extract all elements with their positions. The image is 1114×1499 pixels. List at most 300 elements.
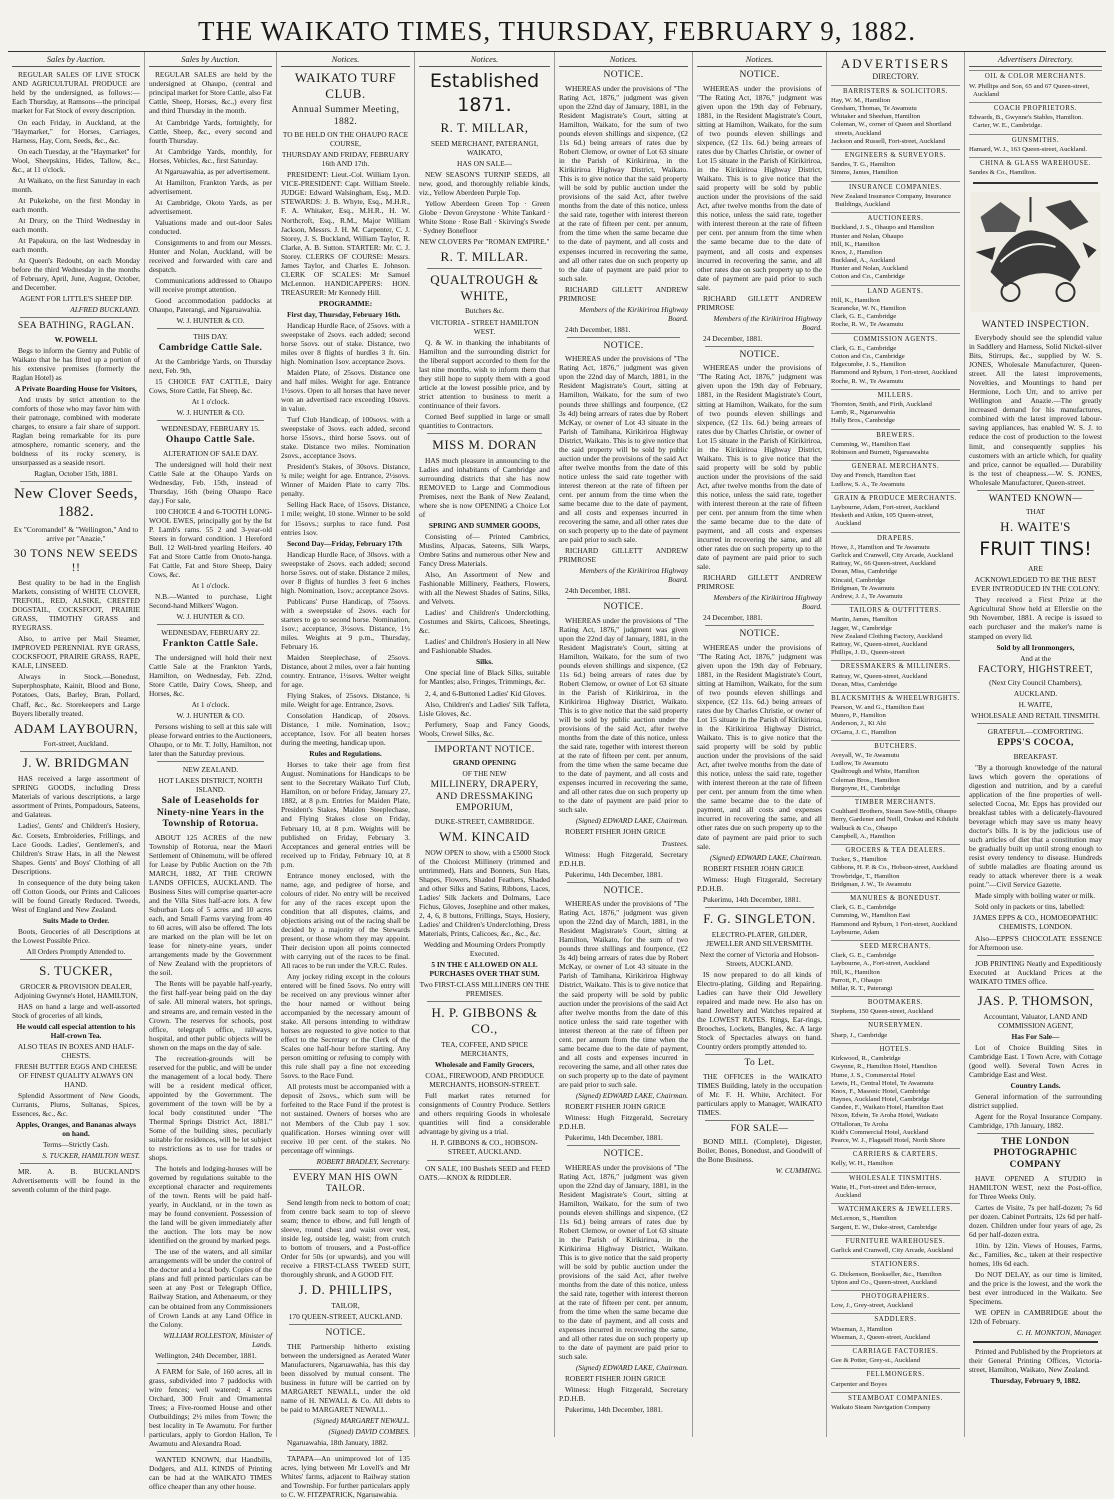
directory-item: Hume, J. S., Commercial Hotel [831,1071,915,1079]
ad-subheading: GRAND OPENING [452,758,517,768]
ad-text: Always in Stock.—Bonedust, Superphosphate, Kainit, Blood and Bone, Potatoes, Oats, Barley, Bran, Pollard, Chaff, &c., &c. Storekeepers and Large Buyers liberally treated. [12,672,140,718]
ad-text: Ladies' and Children's Underclothing, Costumes and Skirts, Calicoes, Sheetings, &c. [419,608,550,636]
ad-heading: Frankton Cattle Sale. [162,639,259,650]
ad-text: The use of the waters, and all similar arrangements will be under the control of the doctor and a local body. Copies of the plans and full printed particulars can be seen at any Post or Telegraph Office, Railway Station, and Athenaeum, or they can be obtained from any Commissioners of Crown Lands at any Land Office in the Colony. [149,1247,272,1329]
directory-item: Roche, R. W., Te Awamutu [831,321,904,329]
ad-signature: C. H. MONKTON, Manager. [1016,1328,1102,1338]
ad-signature: RICHARD GILLETT ANDREW PRIMROSE [697,573,822,592]
columns-container [8,52,1106,1499]
ad-signature: (Signed) MARGARET NEWALL. [313,1415,410,1425]
directory-item: Lewis, H., Central Hotel, Te Awamutu [831,1079,934,1087]
ad-text: First day, Thursday, February 16th. [287,309,401,319]
ad-text: 2, 4, and 6-Buttoned Ladies' Kid Gloves. [425,688,546,698]
directory-section-heading: ENGINEERS & SURVEYORS. [831,149,960,160]
ad-subheading: Butchers &c. [465,306,504,316]
ad-text: Perfumery, Soap and Fancy Goods, Wools, Crewel Silks, &c. [419,719,550,738]
ad-text: One special line of Black Silks, suitable for Mantles; also, Fringes, Trimmings, &c. [419,668,550,687]
directory-item: Jagger, W., Cambridge [831,624,892,632]
ad-text: General information of the surrounding district supplied. [969,1091,1102,1110]
ad-text: NEW SEASON'S TURNIP SEEDS, all new, good, and thoroughly reliable kinds, viz., Yellow Aberdeen Purple Top. [419,169,550,197]
directory-item: Millar, R. T., Paterangi [831,984,893,992]
directory-item: Thornton, Smith, and Firth, Auckland [831,401,932,409]
ad-name: MISS M. DORAN [432,436,537,452]
ad-text: Apples, Oranges, and Bananas always on hand. [16,1120,136,1139]
ad-signature: W. J. HUNTER & CO. [176,710,245,720]
ad-heading: Sale of Leaseholds for Ninety-nine Years in the Township of Rotorua. [156,796,265,830]
tailor-ad [281,1173,410,1321]
ad-text: Full market rates returned for consignments of Country Produce. Settlers and others requiring Goods in wholesale quantities will find a considerable advantage by giving us a trial. [419,1091,550,1137]
ad-text: Maiden Steeplechase, of 25sovs. Distance, about 2 miles, over a fair hunting country. Entrance, 1½sovs. Welter weight for age. [281,652,410,690]
ad-heading: Cambridge Cattle Sale. [158,343,263,354]
ad-text: THIS DAY. [193,332,228,342]
directory-item: Hill, K., Hamilton [831,240,880,248]
ad-heading: FRUIT TINS! [979,538,1092,561]
directory-section-heading: MANURES & BONEDUST. [831,892,960,903]
ad-signature: H. P. GIBBONS & CO., HOBSON-STREET, AUCKLAND. [431,1138,538,1157]
bridgman-ad [12,755,140,955]
ad-text: Flying Stakes, of 25sovs. Distance, ¾ mile. Weight for age. Entrance, 2sovs. [281,691,410,710]
ad-name: H. P. GIBBONS & CO., [431,1005,538,1037]
ad-text: "By a thorough knowledge of the natural laws which govern the operations of digestion and nutrition, and by a careful application of the fine properties of well-selected Cocoa, Mr. Epps has provided our breakfast tables with a delicately-flavoured beverage which may save us many heavy doctor's bills. It is by the judicious use of such articles of diet that a constitution may be gradually built up until strong enough to resist every tendency to disease. Hundreds of subtle maladies are floating around us ready to attack wherever there is a weak point."—Civil Service Gazette. [969,762,1102,890]
ad-text: Members of the Kirikiriroa Highway Board. [579,304,688,323]
ad-text: ABOUT 125 ACRES of the new Township of Rotorua, near the Maori Settlement of Ohinemutu, will be offered for Lease by Public Auction on the 7th MARCH, 1882, AT THE CROWN LANDS OFFICES, AUCKLAND. The Business Sites will comprise quarter-acre and the Villa Sites half-acre lots. A few Suburban Lots of 5 acres and 10 acres each, and Small Farms varying from 40 to 60 acres, will also be offered. The lots are marked on the plan will be let on lease for ninety-nine years, under arrangements made by the Government of New Zealand with the proprietors of the soil. [149,832,272,978]
directory-section-heading: COACH PROPRIETORS. [969,102,1102,113]
ad-subheading: Has For Sale— [1011,1031,1060,1041]
directory-section-heading: BREWERS. [831,429,960,440]
ad-text: N.B.—Wanted to purchase, Light Second-hand Milkers' Wagon. [149,592,272,611]
ad-date: 24th December, 1881. [565,324,631,334]
directory-item: Clark, G. E., Cambridge [831,313,897,321]
ad-heading: NOTICE. [603,602,644,613]
directory-item: Ludlow, S. A., Te Awamutu [831,480,905,488]
directory-section-heading: GUNSMITHS. [969,134,1102,145]
directory-item: Campbell, A., Hamilton [831,832,896,840]
millar-seed-ad [419,70,550,264]
ad-text: Q. & W. in thanking the inhabitants of Hamilton and the surrounding district for the liberal support accorded to them for the last nine months, wish to inform them that they still hope to supply them with a good article at the lowest possible price, and by strict attention to business to merit a continuance of their favors. [419,337,550,410]
ad-text: At Pukekohe, on the first Monday in each month. [12,195,140,214]
ad-text: Terms—Strictly Cash. [43,1140,109,1150]
directory-item: Hill, K., Hamilton [831,968,880,976]
ad-text: Best quality to be had in the English Markets, consisting of WHITE CLOVER, TREFOIL, RED, ALSIKE, CRESTED DOGSTAIL, COCKSFOOT, PRAIRIE GRASS, TIMOTHY GRASS and RYEGRASS. [12,578,140,633]
ad-subheading: A Private Boarding House for Visitors, [15,383,137,393]
directory-item: Rattray, W., Queen-street, Auckland [831,640,928,648]
directory-item: Clark, G. E., Cambridge [831,904,897,912]
imprint [969,1347,1102,1385]
directory-item: Rattray, W., Queen-street, Auckland [831,672,928,680]
ad-text: Also, An Assortment of New and Fashionable Millinery, Feathers, Flowers, with all the Newest Shades of Satins, Silks, and Velvets. [419,570,550,607]
ad-date: 24 December, 1881. [703,333,763,343]
job-printing-ad [969,959,1102,986]
ad-text: GRATEFUL—COMFORTING. [987,727,1084,737]
ad-text: Witness: Hugh Fitzgerald, Secretary P.D.H.B. [559,1385,688,1404]
directory-item: Sandes, T. G., Hamilton [831,161,896,169]
gibbons-ad [419,1005,550,1156]
directory-item: Hunter and Nolan, Auckland [831,265,908,273]
ad-text: PRESIDENT: Lieut.-Col. William Lyon. VICE-PRESIDENT: Capt. William Steele. JUDGE: Edward Walsingham, Esq., M.D. STEWARDS: J. B. Whyte, Esq., M.H.R., F. A. Whitaker, Esq., M.H.R., H. W. Northcroft, Esq., R.M., Major William Jackson, Messrs. J. H. M. Carpenter, C. J. Storey, J. S. Buckland, William Taylor, R. Clarke, A. B. Sutton. STARTER: Mr. C. J. Storey. CLERKS OF COURSE: Messrs. James Taylor, and Charles E. Johnson. CLERK OF SCALES: Mr Samuel McLennon. HANDICAPPERS: HON. TREASURER: Mr Kennedy Hill. [281,170,410,297]
directory-item: Laybourne, Adam [831,928,880,936]
directory-section-heading: TAILORS & OUTFITTERS. [831,604,960,615]
ad-text: AGENT FOR LITTLE'S SHEEP DIP. [19,294,133,304]
ad-text: At Queen's Redoubt, on each Monday before the third Wednesday in the months of February, April, June, August, October, and December. [12,255,140,293]
ad-heading: NOTICE. [739,349,780,360]
ad-signature: H. WAITE, [1018,700,1053,710]
directory-item: Buckland, A., Auckland [831,257,896,265]
directory-item: Tucker, S., Hamilton [831,856,887,864]
ad-text: Communications addressed to Ohaupo will receive prompt attention. [149,276,272,295]
directory-item: Bridgman, Te Awamutu [831,584,895,592]
directory-section-heading: HOTELS. [831,1043,960,1054]
ad-text: Witness: Hugh Fitzgerald, Secretary P.D.H.B. [697,874,822,893]
ad-heading: EVERY MAN HIS OWN TAILOR. [293,1172,398,1195]
directory-item: Edgecumbe, J. S., Hamilton [831,361,906,369]
directory-item: Buckland, J. S., Ohaupo and Hamilton [831,224,935,232]
ad-text: The undersigned will hold their next Cattle Sale at the Ohaupo Yards on Wednesday, Feb. 15th, instead of Thursday, 16th (being Ohaupo Race day.) For sale, [149,459,272,505]
ad-text: Handicap Hurdle Race, of 25sovs. with a sweepstake of 2sovs. each added; second horse 5sovs. out of stake. Distance, two miles over 8 flights of hurdles 3 ft. 6in. high. Nomination 1sov. acceptance 2sovs. [281,320,410,366]
ad-name: W. POWELL [54,334,98,344]
ad-text: Consolation Handicap, of 20sovs. Distance, 1 mile. Nomination, 1sov.; acceptance, 1sov. For all beaten horses during the meeting, handicap upon. [281,711,410,748]
directory-item: Wiseman, J., Hamilton [831,1325,893,1333]
directory-item: Trowbridge, T., Hamilton [831,872,900,880]
column-heading: Advertisers Directory. [969,52,1102,67]
ad-date: Pukerimu, 14th December, 1881. [565,869,663,879]
directory-item: Anderson, J., Ki Ahi [831,720,886,728]
ad-signature: WILLIAM ROLLESTON, Minister of Lands. [163,1330,272,1349]
directory-section-heading: CARRIERS & CARTERS. [831,1148,960,1159]
directory-section-heading: BARRISTERS & SOLICITORS. [831,85,960,96]
ad-text: The recreation-grounds will be reserved for the public, and will be under the management of a local body. There will be a resident medical officer, appointed by the Government. The government of the town will be by a local body constituted under "The Thermal Springs District Act, 1881." Some of the building sites, peculiarly suitable for residences, will be let subject to restrictions as to use for trades or shops. [149,1053,272,1163]
ad-text: On each Tuesday, at the "Haymarket" for Wool, Sheepskins, Hides, Tallow, &c., &c., at 11 o'clock. [12,146,140,174]
tapapa-ad [281,1454,410,1499]
ad-text: AUCKLAND. [1013,689,1058,699]
ad-text: BOND MILL (Complete), Digester, Boiler, Bones, Bonedust, and Goodwill of the Bone Business. [697,1137,822,1165]
ad-text: He would call especial attention to his Half-crown Tea. [16,1021,136,1040]
directory-item: Bridgman, J. W., Te Awamutu [831,880,912,888]
ad-text: IS now prepared to do all kinds of Electro-plating, Gilding and Repairing. Ladies can have their Old Jewellery repaired and made new. He also has on hand Jewellery and Watches repaired at the LOWEST RATES. Rings, Ear-rings, Brooches, Lockets, Bangles, &c. A large Stock of Spectacles always on hand. Country orders promptly attended to. [697,969,822,1051]
directory-item: Knox, F., Masonic Hotel, Cambridge [831,1087,931,1095]
kincaid-ad [419,745,550,999]
directory-item: O'Halloran, Te Aroha [831,1120,889,1128]
ad-text: OF THE NEW [462,769,507,779]
directory-item: Howe, J., Hamilton and Te Awamutu [831,543,930,551]
ad-text: WHOLESALE AND RETAIL TINSMITH. [971,711,1100,721]
directory-item: New Zealand Clothing Factory, Auckland [831,632,943,640]
directory-item: Gee & Potter, Grey-st., Auckland [831,1357,921,1365]
directory-section-heading: SEED MERCHANTS. [831,940,960,951]
directory-item: Hesketh and Aitkin, 105 Queen-street, Auckland [831,512,934,528]
column-8 [964,52,1106,1437]
column-1 [8,52,144,1437]
ad-text: Wedding and Mourning Orders Promptly Executed. [423,940,546,959]
directory-item: Cotton and Co., Cambridge [831,353,905,361]
ad-address: Next the corner of Victoria and Hobson-Streets, AUCKLAND. [699,949,820,968]
directory-item: Coulthard Brothers, Steam Saw-Mills, Ohaupo [831,808,957,816]
ad-text: At the Cambridge Yards, on Thursday next, Feb. 9th, [149,356,272,375]
directory-section-heading: BLACKSMITHS & WHEELWRIGHTS. [831,692,960,703]
ad-heading: NOTICE. [603,885,644,896]
ad-signature: S. TUCKER, HAMILTON WEST. [42,1151,140,1161]
directory-item: Gibbons, H. P. & Co., Hobson-street, Auckland [831,864,958,872]
directory-item: Sandes & Co., Hamilton. [969,169,1037,177]
ad-name: J. W. BRIDGMAN [22,755,130,771]
directory-section-heading: COMMISSION AGENTS. [831,333,960,344]
ad-text: At Cambridge, Okoto Yards, as per advertisement. [149,197,272,216]
ad-text: Turf Club Handicap, of 100sovs. with a sweepstake of 3sovs. each added, second horse 15sovs., third horse 5sovs. out of stake. Distance two miles. Nomination 2sovs., acceptance 3sovs. [281,415,410,461]
directory-item: Andrew, J. J., Te Awamutu [831,592,903,600]
directory-item: Nixon, Edwin, Te Aroha Hotel, Waikato [831,1112,939,1120]
directory-item: Waikato Steam Navigation Company [831,1404,931,1412]
column-5 [554,52,692,1437]
ad-text: NEW CLOVERS Per "ROMAN EMPIRE." [419,236,550,246]
directory-item: Rattray, W., 66 Queen-street, Auckland [831,560,936,568]
ad-text: TAILOR, [331,1300,360,1310]
ad-text: WEDNESDAY, FEBRUARY 22. [161,628,260,638]
directory-item: Pearson, W. and G., Hamilton East [831,704,925,712]
directory-item: Hammond and Ryburn, 1 Fort-street, Auckland [831,920,958,928]
directory-item: Laybourne, A., Fort-street, Auckland [831,960,930,968]
ad-text: HOT LAKES DISTRICT, NORTH ISLAND. [158,776,263,795]
ad-text: Horses to take their age from first August. Nominations for Handicaps to be sent to the Secretary Waikato Turf Club, Hamilton, on or before Friday, January 27, 1882, at 8 p.m. Entries for Maiden Plate, President's Stakes, Maiden Steeplechase, and Flying Stakes close on Friday, February 10, at 8 p.m. Weights will be published on Friday, February 3. Acceptances and general entries will be received up to Friday, February 10, at 8 p.m. [281,760,410,869]
ad-heading: To Let. [744,1057,775,1068]
directory-section-heading: FELLMONGERS. [831,1368,960,1379]
photographic-ad [969,1137,1102,1337]
ad-text: Members of the Kirikiriroa Highway Board. [713,313,822,332]
ad-text: Witness: Hugh Fitzgerald, Secretary P.D.H.B. [559,1112,688,1131]
directory-item: Cotton and Co., Cambridge [831,273,905,281]
directory-item: Kelly, W. H., Hamilton [831,1160,893,1168]
ad-subheading: Country Lands. [1010,1080,1061,1090]
ad-subheading: ELECTRO-PLATER, GILDER, JEWELLER AND SILVERSMITH. [706,929,813,948]
ad-signature: ROBERT FISHER JOHN GRICE [565,1374,666,1384]
rating-notice-7 [697,350,822,622]
ad-text: ON SALE, 100 Bushels SEED and FEED OATS.—KNOX & RIDDLER. [419,1163,550,1182]
directory-section-heading: INSURANCE COMPANIES. [831,181,960,192]
directory-section-heading: GROCERS & TEA DEALERS. [831,844,960,855]
ad-signature: (Signed) EDWARD LAKE, Chairman. [575,1363,688,1373]
ad-text: Do NOT DELAY, as our time is limited, and the price is the lowest, and the work the best ever introduced in the Waikato. See Specimens. [969,1269,1102,1307]
directory-item: Pearce, W. J., Flagstaff Hotel, North Shore [831,1136,946,1144]
directory-item: Gwynne, R., Hamilton Hotel, Hamilton [831,1063,937,1071]
directory-item: Sharp, J., Cambridge [831,1031,888,1039]
ad-signature: W. J. HUNTER & CO. [176,316,245,326]
ad-text: Members of the Kirikiriroa Highway Board. [713,593,822,612]
ad-date: 24 December, 1881. [703,613,763,623]
waite-fruit-tins-ad [969,494,1102,721]
directory-item: Hill, K., Hamilton [831,296,880,304]
column-3 [276,52,414,1499]
ad-text: At 1 o'clock. [191,699,230,709]
directory-section-heading: FURNITURE WAREHOUSES. [831,1235,960,1246]
ad-text: The Rents will be payable half-yearly, the first half-year being paid on the day of sale. All mineral waters, hot springs, and streams are, and remain vested in the Crown. The reserves for schools, post office, telegraph office, railways, hospital, and other public objects will be shown on the maps on the day of sale. [149,979,272,1052]
directory-item: Hamard, W. J., 163 Queen-street, Auckland. [969,145,1087,153]
ad-text: Ladies', Gents' and Children's Hosiery, &c. Corsets, Embroideries, Frillings, and Lace Goods. Ladies', Gentlemen's, and Children's Straw Hats, in all the Newest Shapes. Gents' and Boys' Clothing of all Descriptions. [12,821,140,876]
directory-section-heading: STEAMBOAT COMPANIES. [831,1392,960,1403]
ad-text: NEW ZEALAND. [182,765,239,775]
ad-heading: NOTICE. [739,70,780,81]
directory-item: Roche, R. W., Te Awamutu [831,377,904,385]
directory-section-heading: AUCTIONEERS. [831,212,960,223]
ad-text: THE OFFICES in the WAIKATO TIMES Building, lately in the occupation of Mr. F. H. White, Architect. For particulars apply to Manager, WAIKATO TIMES. [697,1071,822,1117]
ad-text: REGULAR SALES are held by the undersigned at Ohaupo, (central and principal market for Store Cattle, also Fat Cattle, Sheep, Horses, &c.,) every first and third Thursday in the month. [149,70,272,116]
directory-item: Stephens, 150 Queen-street, Auckland [831,1008,934,1016]
column-6 [692,52,826,1437]
ad-text: At Hamilton, Frankton Yards, as per advertisement. [149,177,272,196]
ad-text: ACKNOWLEDGED TO BE THE BEST EVER INTRODUCED IN THE COLONY. [971,575,1100,594]
directory-item: New Zealand Insurance Company, Insurance Buildings, Auckland [831,192,952,208]
directory-section-heading: STATIONERS. [831,1258,960,1269]
directory-item: Garlick and Cranwell, City Arcade, Auckland [831,552,954,560]
directory-section-heading: MILLERS. [831,389,960,400]
ad-text: The hotels and lodging-houses will be governed by regulations suitable to the exceptional character and requirements of the town. Rents will be paid half-yearly, in Auckland, or in the town as may be found convenient. Possession of the land will be given immediately after the auction. The lots may be now identified on the ground by marked pegs. [149,1164,272,1246]
saddlery-engraving-illustration [969,192,1102,312]
sea-bathing-ad [12,321,140,478]
directory-item: Burgoyne, H., Cambridge [831,784,901,792]
ad-text: President's Stakes, of 30sovs. Distance, ¾ mile; weight for age. Entrance, 2½sovs. Winner of Maiden Plate to carry 7lbs. penalty. [281,462,410,499]
directory-item: Simms, James, Hamilton [831,169,898,177]
ad-text: The undersigned will hold their next Cattle Sale at the Frankton Yards, Hamilton, on Wednesday, Feb. 22nd, Store Cattle, Dairy Cows, Sheep, and Horses, &c. [149,652,272,698]
ad-subheading: SPRING AND SUMMER GOODS, [428,520,541,530]
directory-item: Walbuck & Co., Ohaupo [831,824,898,832]
ad-text: At Drury, on the Third Wednesday in each month. [12,215,140,234]
directory-item: Berry, Gardener and Neill, Orakau and Kihikihi [831,816,959,824]
directory-item: Knox, J., Hamilton [831,248,883,256]
directory-item: Phillips, J. D., Queen-street [831,649,905,657]
directory-section-heading: BUTCHERS. [831,740,960,751]
ad-text: Agent for the Royal Insurance Company. Cambridge, 17th January, 1882. [969,1111,1102,1130]
ad-heading: IMPORTANT NOTICE. [434,744,535,755]
ad-text: At Cambridge Yards, fortnightly, for Cattle, Sheep, &c., every second and fourth Thursday. [149,117,272,145]
ad-text: In consequence of the duty being taken off Cotton Goods, our Prints and Calicoes will be found Greatly Reduced. Tweeds, West of England and New Zealand. [12,877,140,914]
ad-text: WHEREAS under the provisions of "The Rating Act, 1876," judgment was given upon the 22nd day of March, 1881, in the Resident Magistrate's Court, sitting at Hamilton, Waikato, for the sum of two pounds three shillings and fourpence, (£2 3s 4d) being arrears of rates due by Robert McKay, or owner of Lot 43 situate in the Parish of Tamihana, Kirikiriroa Highway District, Waikato. This is to give notice that the said property will be sold by public auction under the provisions of the said Act after twelve months from the date of this notice unless the said rate together with interest thereon at the rate of fifteen per cent. per annum from the time when the same became due to the date of payment, and all costs and expenses incurred in recovering the same, and all other rates due on such property up to the date of payment are paid prior to such sale. [559,899,688,1089]
ad-text: Good accommodation paddocks at Ohaupo, Paterangi, and Ngaruawahia. [149,296,272,315]
ad-address: FACTORY, HIGHSTREET, [978,664,1093,675]
ad-text: Ladies' and Children's Hosiery in all New and Fashionable Shades. [419,637,550,656]
rating-notice-1 [559,70,688,333]
buckland-sales-ad [12,70,140,314]
ad-text: At 1 o'clock. [191,581,230,591]
rating-notice-8 [697,629,822,903]
ad-signature: RICHARD GILLETT ANDREW PRIMROSE [697,293,822,312]
ad-address: GROCER & PROVISION DEALER, Adjoining Gwynne's Hotel, HAMILTON, [14,981,138,1000]
ad-heading: FOR SALE— [730,1123,789,1134]
directory-section-heading: OIL & COLOR MERCHANTS. [969,70,1102,81]
farm-for-sale-ad [149,1367,272,1448]
ad-text: At Ngaruawahia, as per advertisement. [155,166,270,176]
column-heading: Notices. [281,52,410,67]
directory-item: Gresham, Thomas, Te Awamutu [831,105,917,113]
ad-text: (Next City Council Chambers), [989,678,1082,688]
directory-section-heading: PHOTOGRAPHERS. [831,1290,960,1301]
ad-text: ARE [1028,564,1043,574]
directory-item: Aveyall, W., Te Awamutu [831,752,900,760]
ad-heading: New Clover Seeds, 1882. [14,486,138,521]
ad-signature: (Signed) EDWARD LAKE, Chairman. [709,852,822,862]
ad-address: Fort-street, Auckland. [43,739,109,749]
ad-signature: W. J. HUNTER & CO. [176,407,245,417]
ad-text: HAS ON SALE— [456,158,513,168]
ad-text: Ex "Coromandel" & "Wellington," And to arrive per "Anazie," [13,524,139,543]
ad-text: Valuations made and out-door Sales conducted. [149,217,272,236]
directory-section-heading: NURSERYMEN. [831,1019,960,1030]
ad-name: QUALTROUGH & WHITE, [430,271,539,303]
ad-heading: WAIKATO TURF CLUB. [294,70,397,102]
ad-heading: THE LONDON PHOTOGRAPHIC COMPANY [993,1136,1078,1171]
ad-text: At 1 o'clock. [191,396,230,406]
ad-name: WM. KINCAID [439,829,530,845]
column-heading: Sales by Auction. [149,52,272,67]
directory-section-heading: WATCHMAKERS & JEWELLERS. [831,1203,960,1214]
ad-text: Also—EPPS'S CHOCOLATE ESSENCE for Afternoon use. [969,933,1102,952]
column-heading: Notices. [419,52,550,67]
rating-notice-2 [559,341,688,595]
directory-item: Whitaker and Sheehan, Hamilton [831,113,921,121]
directory-item: Lamb, R., Ngaruawahia [831,409,896,417]
ad-text: THE Partnership hitherto existing between the undersigned as Aerated Water Manufacturers, Ngaruawahia, has this day been dissolved by mutual consent. The business in future will be carried on by MARGARET NEWALL, under the old name of H. NEWALL & Co. All debts to be paid to MARGARET NEWALL. [281,1341,410,1414]
directory-section-heading: LAND AGENTS. [831,285,960,296]
ad-date: 24th December, 1881. [565,586,631,596]
ad-signature: (Signed) EDWARD LAKE, Chairman. [575,1090,688,1100]
turf-club-ad [281,70,410,1165]
ad-text: Publicans' Purse Handicap, of 75sovs. with a sweepstake of 2sovs. each for starters to go to second horse. Nomination, 1sov.; acceptance, 3½sovs. Distance, 1½ miles. Weights at 9 p.m., Thursday, February 16. [281,596,410,651]
directory-section-heading: CHINA & GLASS WAREHOUSE. [969,157,1102,168]
ad-text: At Cambridge Yards, monthly, for Horses, Vehicles, &c., first Saturday. [149,146,272,165]
ad-signature: ROBERT BRADLEY, Secretary. [316,1156,410,1166]
ad-text: WEDNESDAY, FEBRUARY 15. [161,423,260,433]
ad-subheading: Accountant, Valuator, LAND AND COMMISSION AGENT, [983,1011,1088,1030]
ad-text: Trustees. [661,838,688,848]
directory-item: Hunter and Nolan, Ohaupo [831,232,904,240]
ad-date: Ngaruawahia, 18th January, 1882. [287,1437,388,1447]
doran-ad [419,437,550,738]
ad-text: Cartes de Visite, 7s per half-dozen; 7s 6d per dozen. Cabinet Portraits, 12s 6d per half-dozen. Children under four years of age, 2s 6d per half-dozen extra. [969,1202,1102,1239]
directory-title: ADVERTISERS [840,56,951,71]
ad-date: Raglan, October 15th, 1881. [34,469,118,479]
ad-signature: (Signed) DAVID COMBES. [328,1426,410,1436]
ad-text: Two FIRST-CLASS MILLINERS ON THE PREMISES. [419,980,550,999]
directory-section-heading: DRAPERS. [831,532,960,543]
directory-list [831,85,960,1413]
directory-item: McLernon, S., Hamilton [831,1215,897,1223]
ad-heading: SEA BATHING, RAGLAN. [17,321,135,332]
directory-item: Carpenter and Boyes [831,1380,888,1388]
directory-item: Doran, Miss, Cambridge [831,568,898,576]
directory-section-heading: SADDLERS. [831,1313,960,1324]
ad-subheading: Wholesale and Family Grocers, [434,1060,535,1070]
thomson-ad [969,993,1102,1130]
ad-text: HAS on hand a large and well-assorted Stock of groceries of all kinds, [12,1001,140,1020]
ad-subheading: BREAKFAST. [1013,751,1058,761]
ad-text: And at the [1020,653,1051,663]
directory-item: Parrott, F., Ohaupo [831,976,882,984]
clover-seeds-ad [12,485,140,748]
ad-text: All Orders Promptly Attended to. [26,946,126,956]
ad-date: Pukerimu, 14th December, 1881. [565,1132,663,1142]
ad-subheading: 30 TONS NEW SEEDS !! [13,545,139,575]
ad-text: ALSO TEAS IN BOXES AND HALF-CHESTS. [17,1041,135,1060]
ad-text: ALTERATION OF SALE DAY. [163,448,258,458]
ad-text: NOW OPEN to show, with a £5000 Stock of the Choicest Millinery (trimmed and untrimmed), Hats and Bonnets, Sun Hats, Shapes, Flowers, Shaded Feathers, Shaded and other Silks and Satins, Ribbons, Laces, Ladies' Silk Jackets and Dolmans, Lace Fichus, Gloves, Josephine and other makes, 2, 4, 6, 8 buttons, Frillings, Stays, Hosiery, Ladies' and Children's Underclothing, Dress Materials, Prints, Calicoes, &c., &c., &c. [419,847,550,939]
ad-text: Lot of Choice Building Sites in Cambridge East. 1 Town Acre, with Cottage (good well). Several Town Acres in Cambridge East and West. [969,1042,1102,1079]
ad-text: WHEREAS under the provisions of "The Rating Act, 1876," judgment was given upon the 19th day of February, 1881, in the Resident Magistrate's Court, sitting at Hamilton, Waikato, for the sum of two pounds eleven shillings and sixpence, (£2 11s. 6d.) being arrears of rates due by Charles Christie, or owner of Lot 15 situate in the Parish of Kirikiriroa, in the Kirikiriroa Highway District, Waikato. This is to give notice that the said property will be sold by public auction under the provisions of the said Act, after twelve months from the date of this notice, unless the said rate, together with interest thereon at the rate of fifteen per cent. per annum from the time when the same became due to the date of payment, and all costs and expenses incurred in recovering the same, and all other rates due on such property up to the date of payment are paid prior to such sale. [697,83,822,292]
column-4 [414,52,554,1437]
ad-text: 15 CHOICE FAT CATTLE, Dairy Cows, Store Cattle, Fat Sheep, &c. [149,376,272,395]
rating-notice-3 [559,602,688,878]
directory-item: Coleman, W., corner of Queen and Shortland streets, Auckland [831,121,952,137]
ad-text: REGULAR SALES OF LIVE STOCK AND AGRICULTURAL PRODUCE are held by the undersigned, as follows:— Each Thursday, at Ramsons—the principal market for Fat Stock of every description. [12,70,140,116]
ad-date: Pukerimu, 14th December, 1881. [703,894,801,904]
column-heading: Sales by Auction. [12,52,140,67]
epps-cocoa-ad [969,727,1102,951]
ad-text: 100 CHOICE 4 and 6-TOOTH LONG-WOOL EWES, principally got by the Ist P. Lamb's rams. 55 2 and 3-year-old Steers in forward condition. 1 Hereford Bull. 12 Well-bred yearling Heifers. 40 Fat and Store Cattle from Onoto-hanga. Fat Cattle, Fat and Store Sheep, Dairy Cows, &c. [149,506,272,579]
